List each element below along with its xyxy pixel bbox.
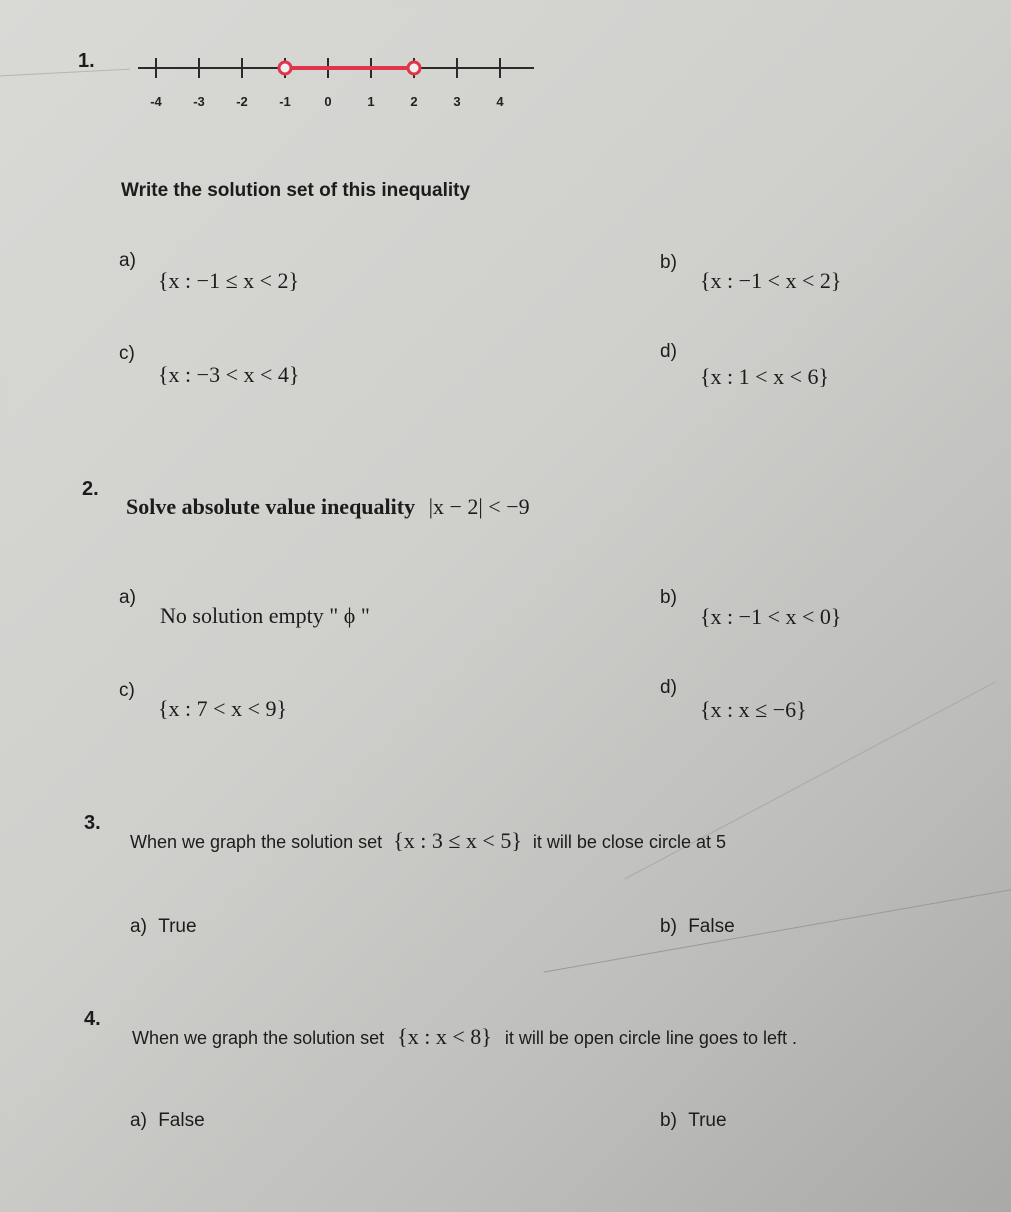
q2-prompt-text: Solve absolute value inequality bbox=[126, 494, 416, 519]
number-line-tick-label: -2 bbox=[236, 94, 248, 109]
q2-option-a[interactable]: No solution empty " ϕ " bbox=[160, 603, 370, 628]
number-line-tick-label: 4 bbox=[496, 94, 504, 109]
q3-prompt-before: When we graph the solution set bbox=[130, 832, 383, 852]
q2-label-b: b) bbox=[660, 587, 677, 608]
q2-label-a: a) bbox=[119, 587, 136, 608]
q2-number: 2. bbox=[82, 478, 99, 500]
q1-label-c: c) bbox=[119, 343, 135, 364]
q4-option-b-text: True bbox=[688, 1110, 727, 1131]
open-circle-right bbox=[408, 62, 420, 74]
q1-label-b: b) bbox=[660, 252, 677, 273]
number-line-tick-label: -4 bbox=[150, 94, 162, 109]
q4-option-b[interactable] bbox=[660, 1110, 727, 1132]
open-circle-left bbox=[279, 62, 291, 74]
q1-label-a: a) bbox=[119, 250, 136, 271]
q2-expression: |x − 2| < −9 bbox=[428, 494, 530, 519]
q3-prompt bbox=[130, 828, 726, 854]
q2-label-d: d) bbox=[660, 677, 677, 698]
number-line-tick-label: -3 bbox=[193, 94, 205, 109]
q2-prompt bbox=[126, 494, 530, 520]
paper-edge-line bbox=[0, 69, 130, 77]
q4-set: {x : x < 8} bbox=[397, 1024, 492, 1049]
q3-set: {x : 3 ≤ x < 5} bbox=[393, 828, 522, 853]
q1-option-b[interactable]: {x : −1 < x < 2} bbox=[700, 268, 842, 293]
q4-label-a: a) bbox=[130, 1110, 147, 1131]
number-line-tick-label: 3 bbox=[453, 94, 461, 109]
q4-number: 4. bbox=[84, 1008, 101, 1030]
q4-prompt-before: When we graph the solution set bbox=[132, 1028, 385, 1048]
q2-option-b[interactable]: {x : −1 < x < 0} bbox=[700, 604, 842, 629]
number-line-tick-label: -1 bbox=[279, 94, 291, 109]
q3-label-b: b) bbox=[660, 916, 677, 937]
q3-label-a: a) bbox=[130, 916, 147, 937]
q1-option-c[interactable]: {x : −3 < x < 4} bbox=[158, 362, 300, 387]
q2-label-c: c) bbox=[119, 680, 135, 701]
q3-prompt-after: it will be close circle at 5 bbox=[532, 832, 726, 852]
number-line bbox=[130, 48, 550, 118]
q4-label-b: b) bbox=[660, 1110, 677, 1131]
q1-option-a[interactable]: {x : −1 ≤ x < 2} bbox=[158, 268, 300, 293]
q1-option-d[interactable]: {x : 1 < x < 6} bbox=[700, 364, 830, 389]
q4-prompt bbox=[132, 1024, 797, 1050]
number-line-tick-label: 0 bbox=[324, 94, 332, 109]
number-line-tick-label: 1 bbox=[367, 94, 375, 109]
q1-number: 1. bbox=[78, 50, 95, 72]
q4-option-a[interactable] bbox=[130, 1110, 205, 1132]
q1-label-d: d) bbox=[660, 341, 677, 362]
q3-option-b-text: False bbox=[688, 916, 735, 937]
q3-option-a-text: True bbox=[158, 916, 197, 937]
q3-option-b[interactable] bbox=[660, 916, 735, 938]
q2-option-d[interactable]: {x : x ≤ −6} bbox=[700, 697, 807, 722]
q4-option-a-text: False bbox=[158, 1110, 205, 1131]
q3-option-a[interactable] bbox=[130, 916, 197, 938]
q2-option-c[interactable]: {x : 7 < x < 9} bbox=[158, 696, 288, 721]
q4-prompt-after: it will be open circle line goes to left . bbox=[504, 1028, 797, 1048]
number-line-tick-label: 2 bbox=[410, 94, 418, 109]
q3-number: 3. bbox=[84, 812, 101, 834]
paper-fold-line bbox=[544, 888, 1011, 972]
q1-prompt: Write the solution set of this inequality bbox=[121, 180, 471, 201]
